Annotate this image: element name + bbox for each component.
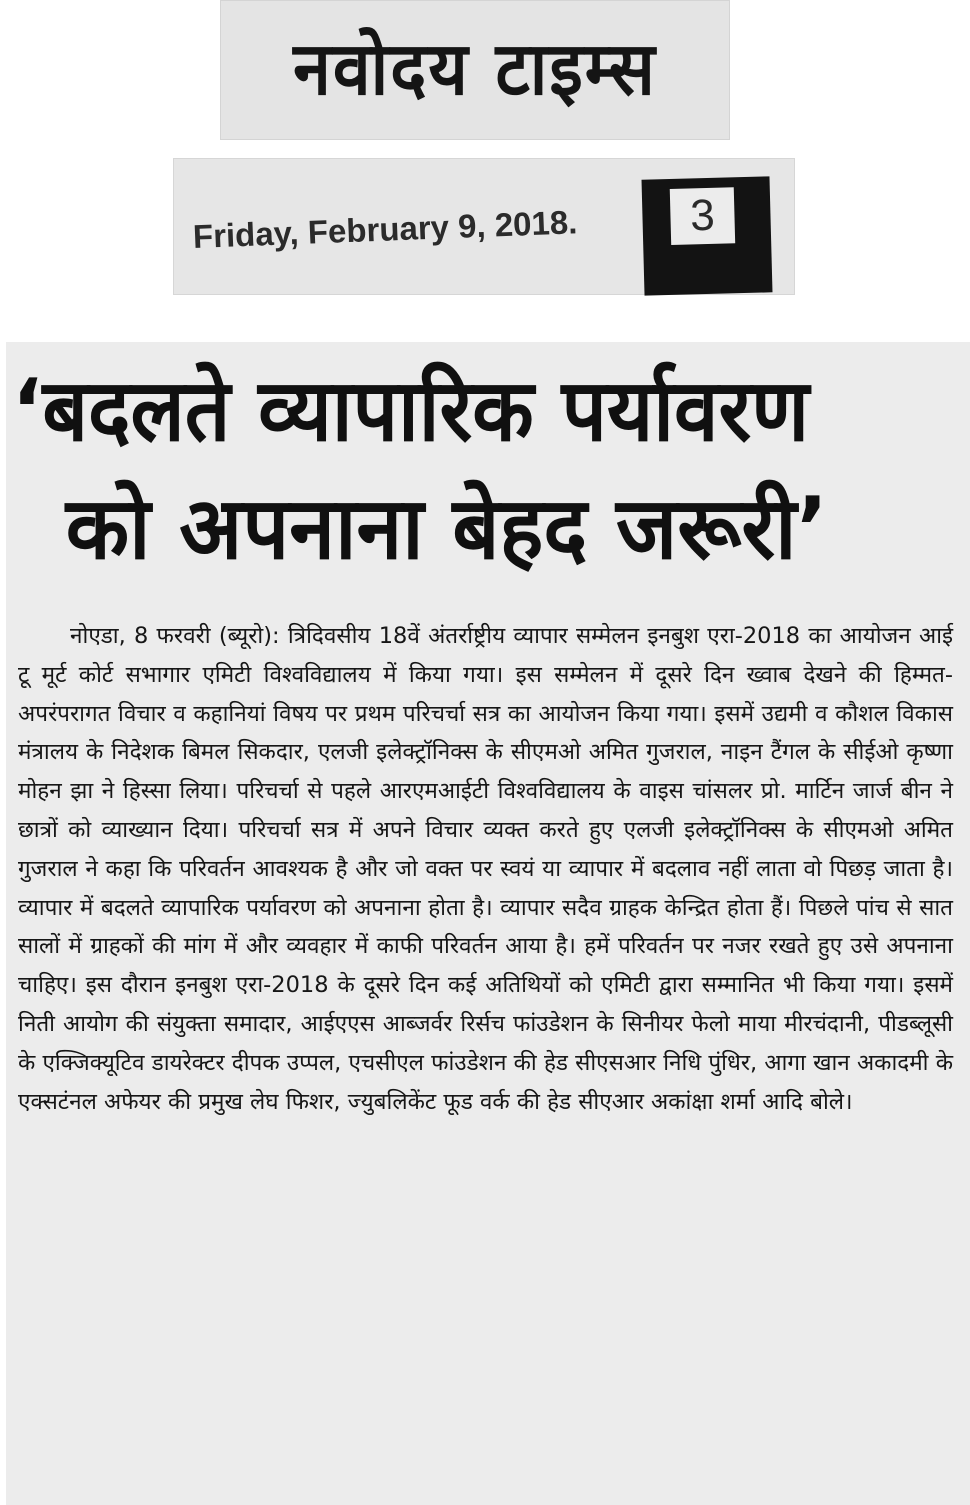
headline-line-1: ‘बदलते व्यापारिक पर्यावरण: [12, 361, 810, 461]
headline-line-2: को अपनाना बेहद जरूरी’: [65, 479, 828, 579]
news-article: [6, 342, 970, 1505]
page-number: 3: [670, 187, 735, 245]
article-headline: [6, 352, 970, 588]
article-body: नोएडा, 8 फरवरी (ब्यूरो): त्रिदिवसीय 18वें अंतर्राष्ट्रीय व्यापार सम्मेलन इनबुश एरा-2018 का आयोजन आई टू मूर्ट कोर्ट सभागार एमिटी विश्वविद्यालय में किया गया। इस सम्मेलन में दूसरे दिन ख्वाब देखने की हिम्मत-अपरंपरागत विचार व कहानियां विषय पर प्रथम परिचर्चा सत्र का आयोजन किया गया। इसमें उद्यमी व कौशल विकास मंत्रालय के निदेशक बिमल सिकदार, एलजी इलेक्ट्रॉनिक्स के सीएमओ अमित गुजराल, नाइन टैंगल के सीईओ कृष्णा मोहन झा ने हिस्सा लिया। परिचर्चा से पहले आरएमआईटी विश्वविद्यालय के वाइस चांसलर प्रो. मार्टिन जार्ज बीन ने छात्रों को व्याख्यान दिया। परिचर्चा सत्र में अपने विचार व्यक्त करते हुए एलजी इलेक्ट्रॉनिक्स के सीएमओ अमित गुजराल ने कहा कि परिवर्तन आवश्यक है और जो वक्त पर स्वयं या व्यापार में बदलाव नहीं लाता वो पिछड़ जाता है। व्यापार में बदलते व्यापारिक पर्यावरण को अपनाना होता है। व्यापार सदैव ग्राहक केन्द्रित होता हैं। पिछले पांच से सात सालों में ग्राहकों की मांग में और व्यवहार में काफी परिवर्तन आया है। हमें परिवर्तन पर नजर रखते हुए उसे अपनाना चाहिए। इस दौरान इनबुश एरा-2018 के दूसरे दिन कई अतिथियों को एमिटी द्वारा सम्मानित भी किया गया। इसमें निती आयोग की संयुक्ता समादार, आईएएस आब्जर्वर रिर्सच फांउडेशन के सिनीयर फेलो माया मीरचंदानी, पीडब्लूसी के एक्जिक्यूटिव डायरेक्टर दीपक उप्पल, एचसीएल फांउडेशन की हेड सीएसआर निधि पुंधिर, आगा खान अकादमी के एक्सटंनल अफेयर की प्रमुख लेघ फिशर, ज्युबलिकेंट फूड वर्क की हेड सीएआर अकांक्षा शर्मा आदि बोले।: [18, 623, 953, 1115]
publication-date: Friday, February 9, 2018.: [192, 203, 578, 255]
page-number-box: [642, 176, 773, 295]
newspaper-title: नवोदय टाइम्स: [293, 26, 657, 113]
dateline-strip: [173, 158, 795, 295]
newspaper-masthead: [220, 0, 730, 140]
